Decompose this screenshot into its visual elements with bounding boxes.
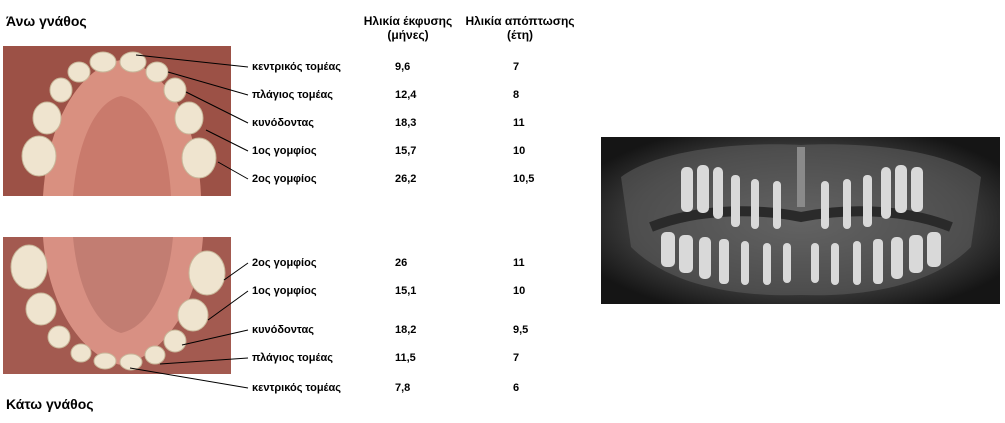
lower-row-shedding: 7 — [513, 352, 520, 364]
upper-row-tooth: 1ος γομφίος — [252, 145, 317, 157]
upper-row-eruption: 15,7 — [395, 145, 417, 157]
lower-jaw-title: Κάτω γνάθος — [6, 396, 94, 412]
lower-row-tooth: κεντρικός τομέας — [252, 382, 342, 394]
upper-row-tooth: 2ος γομφίος — [252, 173, 317, 185]
eruption-header-line2: (μήνες) — [387, 28, 429, 42]
upper-row-eruption: 9,6 — [395, 61, 411, 73]
lower-row-shedding: 9,5 — [513, 324, 529, 336]
lower-row-eruption: 7,8 — [395, 382, 411, 394]
shedding-header-line1: Ηλικία απόπτωσης — [465, 14, 575, 28]
lower-row-tooth: 2ος γομφίος — [252, 257, 317, 269]
upper-row-tooth: κεντρικός τομέας — [252, 61, 342, 73]
upper-row-shedding: 8 — [513, 89, 520, 101]
upper-row-tooth: πλάγιος τομέας — [252, 89, 333, 101]
upper-row-eruption: 26,2 — [395, 173, 417, 185]
upper-row-tooth: κυνόδοντας — [252, 117, 314, 129]
upper-jaw-title: Άνω γνάθος — [6, 13, 87, 29]
upper-row-shedding: 7 — [513, 61, 520, 73]
upper-row-shedding: 10,5 — [513, 173, 535, 185]
lower-row-shedding: 6 — [513, 382, 520, 394]
lower-row-tooth: 1ος γομφίος — [252, 285, 317, 297]
upper-row-shedding: 11 — [513, 117, 525, 129]
upper-jaw-photo — [3, 46, 231, 196]
upper-row-shedding: 10 — [513, 145, 526, 157]
lower-jaw-photo — [3, 237, 231, 374]
lower-row-shedding: 11 — [513, 257, 525, 269]
lower-row-eruption: 15,1 — [395, 285, 417, 297]
lower-row-shedding: 10 — [513, 285, 526, 297]
eruption-age-header — [355, 14, 461, 42]
eruption-header-line1: Ηλικία έκφυσης — [363, 14, 453, 28]
lower-row-tooth: κυνόδοντας — [252, 324, 314, 336]
lower-row-eruption: 11,5 — [395, 352, 416, 364]
lower-row-tooth: πλάγιος τομέας — [252, 352, 333, 364]
shedding-age-header — [459, 14, 581, 42]
upper-row-eruption: 12,4 — [395, 89, 417, 101]
lower-row-eruption: 18,2 — [395, 324, 417, 336]
upper-row-eruption: 18,3 — [395, 117, 417, 129]
panoramic-xray-image — [601, 137, 1000, 304]
lower-row-eruption: 26 — [395, 257, 408, 269]
shedding-header-line2: (έτη) — [506, 28, 534, 42]
